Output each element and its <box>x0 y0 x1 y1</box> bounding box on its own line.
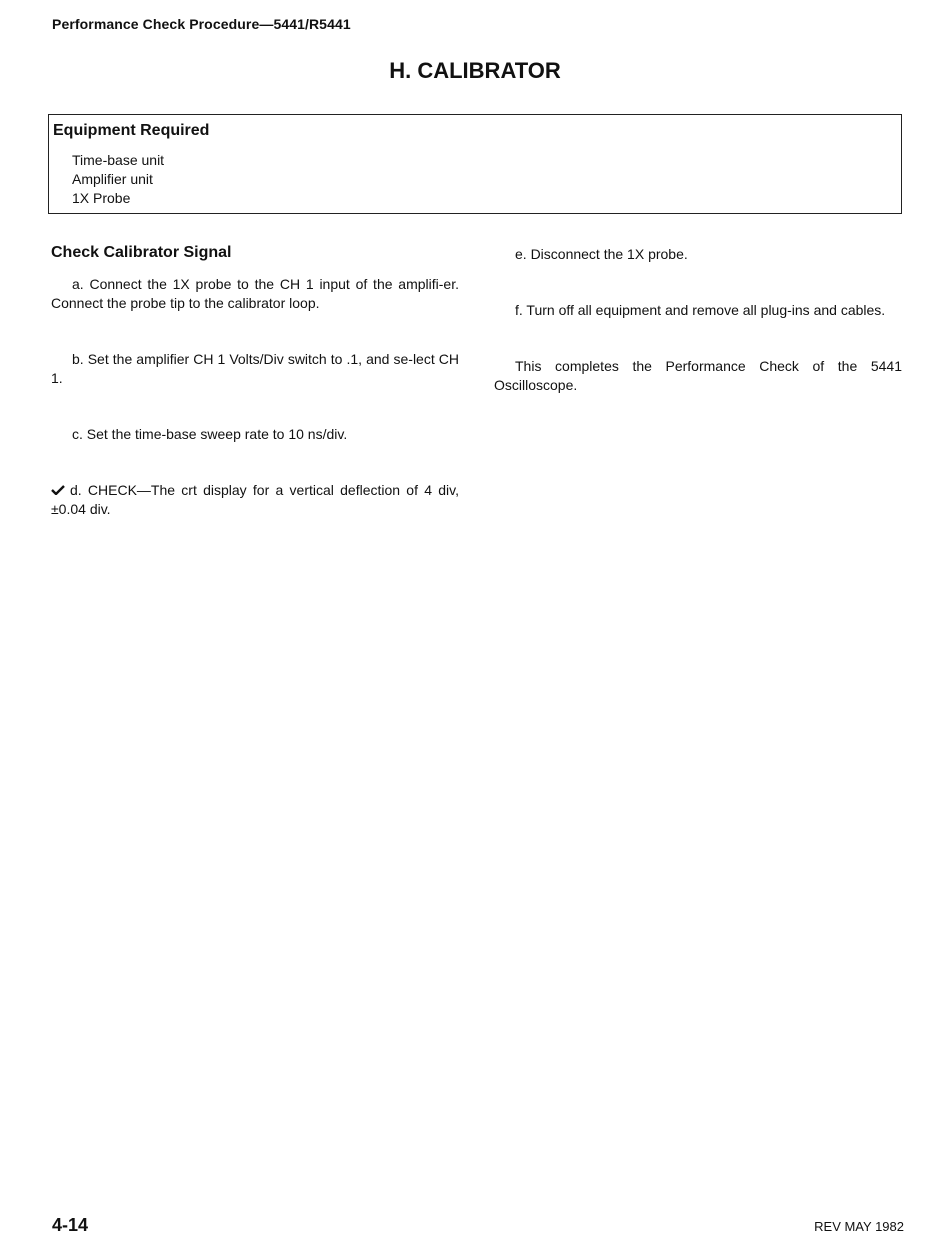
page-number: 4-14 <box>52 1215 89 1235</box>
equipment-item: Amplifier unit <box>72 171 153 187</box>
equipment-heading: Equipment Required <box>53 122 210 139</box>
subsection-heading: Check Calibrator Signal <box>51 244 232 261</box>
right-column <box>494 244 902 395</box>
left-column <box>51 244 459 519</box>
running-head: Performance Check Procedure—5441/R5441 <box>52 16 351 32</box>
equipment-list <box>72 151 164 208</box>
step-d-paragraph <box>51 481 459 519</box>
step-b: b. Set the amplifier CH 1 Volts/Div switch to .1, and se-lect CH 1. <box>51 351 459 386</box>
step-e: e. Disconnect the 1X probe. <box>515 246 688 262</box>
step-f: f. Turn off all equipment and remove all plug-ins and cables. <box>515 302 886 318</box>
equipment-item: 1X Probe <box>72 190 131 206</box>
revision-date: REV MAY 1982 <box>814 1219 904 1234</box>
equipment-item: Time-base unit <box>72 152 165 168</box>
closing-statement: This completes the Performance Check of the 5441 Oscilloscope. <box>494 358 902 393</box>
equipment-required-box <box>48 114 902 214</box>
check-mark-icon <box>51 481 65 500</box>
step-d: d. CHECK—The crt display for a vertical deflection of 4 div, ±0.04 div. <box>51 482 459 517</box>
step-a: a. Connect the 1X probe to the CH 1 input of the amplifi-er. Connect the probe tip to the calibrator loop. <box>51 276 459 311</box>
section-title: H. CALIBRATOR <box>389 58 561 83</box>
step-c: c. Set the time-base sweep rate to 10 ns/div. <box>72 426 348 442</box>
